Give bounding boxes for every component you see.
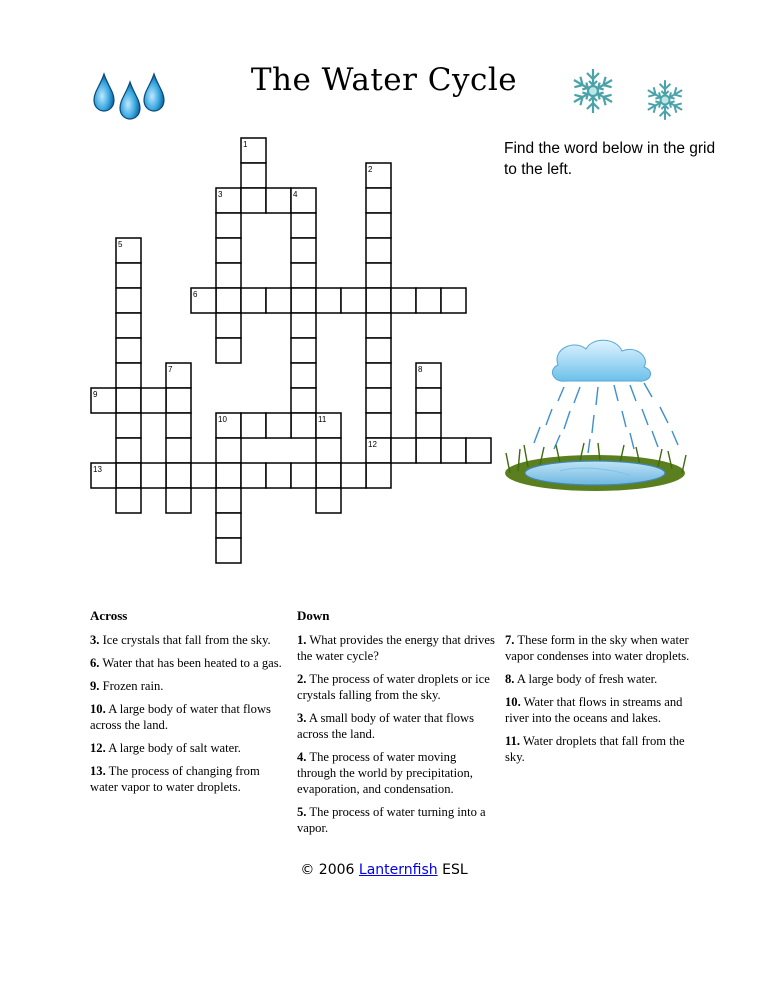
across-heading: Across (90, 608, 128, 623)
grid-cell[interactable] (241, 163, 266, 188)
grid-cell[interactable] (216, 263, 241, 288)
clue-number: 11. (505, 734, 521, 748)
grid-cell[interactable] (366, 338, 391, 363)
clue-number: 10. (505, 695, 521, 709)
grid-cell[interactable] (366, 188, 391, 213)
grid-cell[interactable] (216, 313, 241, 338)
clue-number: 1. (297, 633, 307, 647)
grid-cell[interactable] (116, 363, 141, 388)
across-clues (90, 608, 282, 802)
cell-number: 10 (218, 415, 227, 424)
footer-suffix: ESL (442, 862, 468, 878)
grid-cell[interactable] (191, 463, 216, 488)
clue-item (297, 632, 495, 664)
grid-cell[interactable] (316, 488, 341, 513)
grid-cell[interactable] (366, 288, 391, 313)
grid-cell[interactable] (216, 488, 241, 513)
grid-cell[interactable] (166, 463, 191, 488)
clue-item (505, 733, 701, 765)
grid-cell[interactable] (366, 263, 391, 288)
grid-cell[interactable] (291, 263, 316, 288)
grid-cell[interactable] (291, 213, 316, 238)
clue-text: The process of water turning into a vapor. (297, 805, 486, 835)
grid-cell[interactable] (341, 288, 366, 313)
clue-text: What provides the energy that drives the water cycle? (297, 633, 495, 663)
grid-cell[interactable] (291, 363, 316, 388)
grid-cell[interactable] (166, 488, 191, 513)
lanternfish-link[interactable]: Lanternfish (358, 862, 438, 878)
clue-number: 4. (297, 750, 307, 764)
clue-item (505, 671, 701, 687)
grid-cell[interactable] (291, 413, 316, 438)
clue-text: Frozen rain. (99, 679, 164, 693)
cell-number: 12 (368, 440, 377, 449)
clue-number: 12. (90, 741, 106, 755)
grid-cell[interactable] (416, 438, 441, 463)
cell-number: 3 (218, 190, 223, 199)
grid-cell[interactable] (266, 463, 291, 488)
cell-number: 8 (418, 365, 423, 374)
grid-cell[interactable] (241, 463, 266, 488)
grid-cell[interactable] (416, 413, 441, 438)
grid-cell[interactable] (216, 213, 241, 238)
clue-number: 6. (90, 656, 100, 670)
cell-number: 1 (243, 140, 248, 149)
grid-cell[interactable] (416, 288, 441, 313)
clue-number: 10. (90, 702, 106, 716)
clue-item (297, 749, 495, 797)
cell-number: 11 (318, 415, 327, 424)
cell-number: 2 (368, 165, 373, 174)
grid-cell[interactable] (166, 413, 191, 438)
clue-number: 2. (297, 672, 307, 686)
clue-item (90, 632, 282, 648)
grid-cell[interactable] (216, 538, 241, 563)
page-title: The Water Cycle (250, 62, 518, 98)
grid-cell[interactable] (341, 463, 366, 488)
clue-number: 3. (90, 633, 100, 647)
clue-item (297, 710, 495, 742)
clue-number: 9. (90, 679, 100, 693)
clue-item (505, 694, 701, 726)
grid-cell[interactable] (316, 288, 341, 313)
cell-number: 9 (93, 390, 98, 399)
grid-cell[interactable] (366, 413, 391, 438)
clue-item (90, 763, 282, 795)
down-clues (297, 608, 495, 843)
clue-text: The process of changing from water vapor to water droplets. (90, 764, 260, 794)
clue-text: A large body of salt water. (105, 741, 241, 755)
grid-cell[interactable] (441, 288, 466, 313)
grid-cell[interactable] (291, 463, 316, 488)
grid-cell[interactable] (441, 438, 466, 463)
clue-text: A small body of water that flows across the land. (297, 711, 474, 741)
clue-number: 13. (90, 764, 106, 778)
grid-cell[interactable] (116, 288, 141, 313)
rain-pond-illustration (500, 335, 700, 495)
grid-cell[interactable] (366, 388, 391, 413)
grid-cell[interactable] (216, 438, 241, 463)
clue-number: 5. (297, 805, 307, 819)
instructions-text: Find the word below in the grid to the left. (504, 140, 716, 178)
grid-cell[interactable] (241, 288, 266, 313)
grid-cell[interactable] (241, 413, 266, 438)
grid-cell[interactable] (116, 488, 141, 513)
grid-cell[interactable] (416, 388, 441, 413)
clue-text: Water that flows in streams and river into the oceans and lakes. (505, 695, 683, 725)
grid-cell[interactable] (291, 388, 316, 413)
clue-text: A large body of water that flows across the land. (90, 702, 271, 732)
cell-number: 6 (193, 290, 198, 299)
grid-cell[interactable] (116, 313, 141, 338)
grid-cell[interactable] (141, 388, 166, 413)
grid-cell[interactable] (266, 188, 291, 213)
grid-cell[interactable] (116, 463, 141, 488)
grid-cell[interactable] (291, 338, 316, 363)
grid-cell[interactable] (116, 438, 141, 463)
clue-text: The process of water moving through the world by precipitation, evaporation, and condensation. (297, 750, 473, 796)
clue-item (90, 655, 282, 671)
clue-text: Water that has been heated to a gas. (99, 656, 282, 670)
grid-cell[interactable] (216, 288, 241, 313)
clue-text: Water droplets that fall from the sky. (505, 734, 685, 764)
clue-text: These form in the sky when water vapor condenses into water droplets. (505, 633, 690, 663)
grid-cell[interactable] (166, 388, 191, 413)
grid-cell[interactable] (366, 313, 391, 338)
grid-cell[interactable] (366, 363, 391, 388)
down-heading: Down (297, 608, 330, 623)
grid-cell[interactable] (116, 338, 141, 363)
copyright-text: © 2006 (300, 862, 355, 878)
grid-cell[interactable] (116, 263, 141, 288)
grid-cell[interactable] (391, 288, 416, 313)
grid-cell[interactable] (291, 313, 316, 338)
grid-cell[interactable] (166, 438, 191, 463)
clue-number: 3. (297, 711, 307, 725)
grid-cell[interactable] (266, 288, 291, 313)
clue-item (90, 678, 282, 694)
grid-cell[interactable] (366, 213, 391, 238)
clue-item (505, 632, 701, 664)
cell-number: 13 (93, 465, 102, 474)
grid-cell[interactable] (316, 463, 341, 488)
clue-item (297, 804, 495, 836)
clue-text: Ice crystals that fall from the sky. (99, 633, 271, 647)
grid-cell[interactable] (316, 438, 341, 463)
grid-cell[interactable] (216, 238, 241, 263)
grid-cell[interactable] (141, 463, 166, 488)
grid-cell[interactable] (291, 238, 316, 263)
clue-item (90, 701, 282, 733)
clue-item (90, 740, 282, 756)
grid-cell[interactable] (216, 338, 241, 363)
grid-cell[interactable] (116, 413, 141, 438)
down-clues-continued (505, 632, 701, 772)
grid-cell[interactable] (116, 388, 141, 413)
grid-cell[interactable] (291, 288, 316, 313)
cell-number: 7 (168, 365, 173, 374)
cell-number: 4 (293, 190, 298, 199)
grid-cell[interactable] (216, 463, 241, 488)
clue-number: 8. (505, 672, 515, 686)
clue-number: 7. (505, 633, 515, 647)
grid-cell[interactable] (391, 438, 416, 463)
grid-cell[interactable] (266, 413, 291, 438)
cell-number: 5 (118, 240, 123, 249)
clue-text: The process of water droplets or ice crystals falling from the sky. (297, 672, 490, 702)
footer (0, 862, 768, 878)
grid-cell[interactable] (366, 238, 391, 263)
grid-cell[interactable] (466, 438, 491, 463)
clue-text: A large body of fresh water. (514, 672, 658, 686)
grid-cell[interactable] (241, 188, 266, 213)
grid-cell[interactable] (216, 513, 241, 538)
clue-item (297, 671, 495, 703)
grid-cell[interactable] (366, 463, 391, 488)
